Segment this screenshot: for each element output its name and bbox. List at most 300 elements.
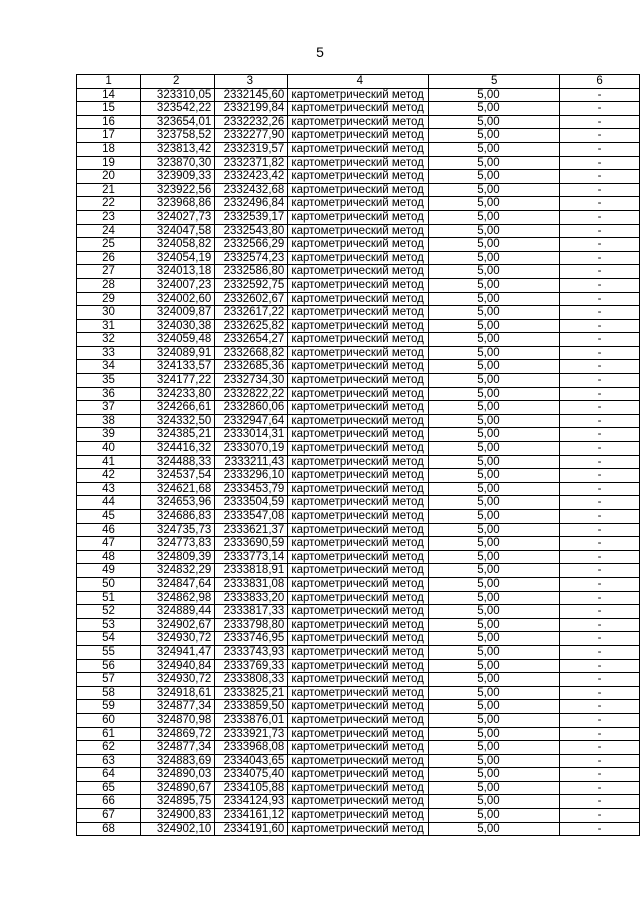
point-number-cell: 38 xyxy=(77,414,141,428)
y-coordinate-cell: 2332617,22 xyxy=(215,306,288,320)
method-cell: картометрический метод xyxy=(288,306,429,320)
note-cell: - xyxy=(560,605,640,619)
y-coordinate-cell: 2332586,80 xyxy=(215,265,288,279)
table-row xyxy=(77,632,640,646)
y-coordinate-cell: 2333746,95 xyxy=(215,632,288,646)
note-cell: - xyxy=(560,170,640,184)
table-row xyxy=(77,605,640,619)
note-cell: - xyxy=(560,251,640,265)
x-coordinate-cell: 324900,83 xyxy=(141,809,215,823)
y-coordinate-cell: 2332539,17 xyxy=(215,210,288,224)
table-row xyxy=(77,333,640,347)
method-cell: картометрический метод xyxy=(288,754,429,768)
method-cell: картометрический метод xyxy=(288,781,429,795)
accuracy-cell: 5,00 xyxy=(429,564,560,578)
method-cell: картометрический метод xyxy=(288,482,429,496)
table-row xyxy=(77,88,640,102)
note-cell: - xyxy=(560,238,640,252)
table-row xyxy=(77,360,640,374)
method-cell: картометрический метод xyxy=(288,618,429,632)
table-row xyxy=(77,591,640,605)
y-coordinate-cell: 2332145,60 xyxy=(215,88,288,102)
method-cell: картометрический метод xyxy=(288,115,429,129)
accuracy-cell: 5,00 xyxy=(429,238,560,252)
x-coordinate-cell: 324416,32 xyxy=(141,442,215,456)
coordinates-table xyxy=(76,74,640,836)
x-coordinate-cell: 324653,96 xyxy=(141,496,215,510)
x-coordinate-cell: 324890,03 xyxy=(141,768,215,782)
method-cell: картометрический метод xyxy=(288,577,429,591)
table-row xyxy=(77,482,640,496)
y-coordinate-cell: 2333690,59 xyxy=(215,537,288,551)
y-coordinate-cell: 2334075,40 xyxy=(215,768,288,782)
table-row xyxy=(77,197,640,211)
y-coordinate-cell: 2333808,33 xyxy=(215,673,288,687)
point-number-cell: 21 xyxy=(77,183,141,197)
point-number-cell: 53 xyxy=(77,618,141,632)
y-coordinate-cell: 2332543,80 xyxy=(215,224,288,238)
note-cell: - xyxy=(560,142,640,156)
accuracy-cell: 5,00 xyxy=(429,319,560,333)
table-row xyxy=(77,822,640,836)
accuracy-cell: 5,00 xyxy=(429,645,560,659)
point-number-cell: 33 xyxy=(77,346,141,360)
y-coordinate-cell: 2333818,91 xyxy=(215,564,288,578)
y-coordinate-cell: 2332860,06 xyxy=(215,401,288,415)
accuracy-cell: 5,00 xyxy=(429,360,560,374)
note-cell: - xyxy=(560,88,640,102)
accuracy-cell: 5,00 xyxy=(429,428,560,442)
point-number-cell: 61 xyxy=(77,727,141,741)
method-cell: картометрический метод xyxy=(288,360,429,374)
note-cell: - xyxy=(560,401,640,415)
note-cell: - xyxy=(560,210,640,224)
note-cell: - xyxy=(560,781,640,795)
point-number-cell: 14 xyxy=(77,88,141,102)
point-number-cell: 19 xyxy=(77,156,141,170)
point-number-cell: 18 xyxy=(77,142,141,156)
table-body xyxy=(77,88,640,836)
x-coordinate-cell: 324007,23 xyxy=(141,278,215,292)
x-coordinate-cell: 324332,50 xyxy=(141,414,215,428)
note-cell: - xyxy=(560,550,640,564)
method-cell: картометрический метод xyxy=(288,414,429,428)
y-coordinate-cell: 2332371,82 xyxy=(215,156,288,170)
y-coordinate-cell: 2332319,57 xyxy=(215,142,288,156)
method-cell: картометрический метод xyxy=(288,768,429,782)
accuracy-cell: 5,00 xyxy=(429,754,560,768)
point-number-cell: 59 xyxy=(77,700,141,714)
accuracy-cell: 5,00 xyxy=(429,346,560,360)
accuracy-cell: 5,00 xyxy=(429,727,560,741)
method-cell: картометрический метод xyxy=(288,156,429,170)
x-coordinate-cell: 324027,73 xyxy=(141,210,215,224)
method-cell: картометрический метод xyxy=(288,496,429,510)
table-row xyxy=(77,496,640,510)
point-number-cell: 58 xyxy=(77,686,141,700)
table-row xyxy=(77,224,640,238)
x-coordinate-cell: 324883,69 xyxy=(141,754,215,768)
method-cell: картометрический метод xyxy=(288,727,429,741)
note-cell: - xyxy=(560,183,640,197)
point-number-cell: 34 xyxy=(77,360,141,374)
x-coordinate-cell: 324877,34 xyxy=(141,700,215,714)
y-coordinate-cell: 2332685,36 xyxy=(215,360,288,374)
accuracy-cell: 5,00 xyxy=(429,550,560,564)
note-cell: - xyxy=(560,632,640,646)
table-row xyxy=(77,523,640,537)
point-number-cell: 16 xyxy=(77,115,141,129)
accuracy-cell: 5,00 xyxy=(429,414,560,428)
accuracy-cell: 5,00 xyxy=(429,129,560,143)
method-cell: картометрический метод xyxy=(288,564,429,578)
accuracy-cell: 5,00 xyxy=(429,496,560,510)
table-row xyxy=(77,442,640,456)
x-coordinate-cell: 324870,98 xyxy=(141,713,215,727)
x-coordinate-cell: 323909,33 xyxy=(141,170,215,184)
method-cell: картометрический метод xyxy=(288,210,429,224)
accuracy-cell: 5,00 xyxy=(429,455,560,469)
x-coordinate-cell: 324059,48 xyxy=(141,333,215,347)
note-cell: - xyxy=(560,673,640,687)
table-row xyxy=(77,278,640,292)
header-col-3: 3 xyxy=(215,75,288,89)
method-cell: картометрический метод xyxy=(288,224,429,238)
method-cell: картометрический метод xyxy=(288,428,429,442)
method-cell: картометрический метод xyxy=(288,591,429,605)
x-coordinate-cell: 324013,18 xyxy=(141,265,215,279)
note-cell: - xyxy=(560,754,640,768)
y-coordinate-cell: 2333296,10 xyxy=(215,469,288,483)
table-row xyxy=(77,537,640,551)
y-coordinate-cell: 2332668,82 xyxy=(215,346,288,360)
method-cell: картометрический метод xyxy=(288,183,429,197)
x-coordinate-cell: 324735,73 xyxy=(141,523,215,537)
point-number-cell: 26 xyxy=(77,251,141,265)
accuracy-cell: 5,00 xyxy=(429,510,560,524)
table-row xyxy=(77,129,640,143)
x-coordinate-cell: 324537,54 xyxy=(141,469,215,483)
note-cell: - xyxy=(560,428,640,442)
point-number-cell: 46 xyxy=(77,523,141,537)
point-number-cell: 51 xyxy=(77,591,141,605)
note-cell: - xyxy=(560,510,640,524)
note-cell: - xyxy=(560,700,640,714)
point-number-cell: 52 xyxy=(77,605,141,619)
note-cell: - xyxy=(560,224,640,238)
accuracy-cell: 5,00 xyxy=(429,115,560,129)
table-row xyxy=(77,645,640,659)
accuracy-cell: 5,00 xyxy=(429,673,560,687)
method-cell: картометрический метод xyxy=(288,673,429,687)
accuracy-cell: 5,00 xyxy=(429,292,560,306)
note-cell: - xyxy=(560,129,640,143)
accuracy-cell: 5,00 xyxy=(429,781,560,795)
x-coordinate-cell: 324233,80 xyxy=(141,387,215,401)
x-coordinate-cell: 323968,86 xyxy=(141,197,215,211)
method-cell: картометрический метод xyxy=(288,659,429,673)
table-row xyxy=(77,809,640,823)
x-coordinate-cell: 324058,82 xyxy=(141,238,215,252)
x-coordinate-cell: 324902,67 xyxy=(141,618,215,632)
point-number-cell: 39 xyxy=(77,428,141,442)
method-cell: картометрический метод xyxy=(288,197,429,211)
note-cell: - xyxy=(560,374,640,388)
table-row xyxy=(77,401,640,415)
y-coordinate-cell: 2333825,21 xyxy=(215,686,288,700)
accuracy-cell: 5,00 xyxy=(429,156,560,170)
x-coordinate-cell: 324030,38 xyxy=(141,319,215,333)
accuracy-cell: 5,00 xyxy=(429,333,560,347)
note-cell: - xyxy=(560,523,640,537)
accuracy-cell: 5,00 xyxy=(429,469,560,483)
accuracy-cell: 5,00 xyxy=(429,306,560,320)
x-coordinate-cell: 323542,22 xyxy=(141,102,215,116)
y-coordinate-cell: 2333831,08 xyxy=(215,577,288,591)
method-cell: картометрический метод xyxy=(288,387,429,401)
note-cell: - xyxy=(560,659,640,673)
accuracy-cell: 5,00 xyxy=(429,442,560,456)
x-coordinate-cell: 324930,72 xyxy=(141,632,215,646)
method-cell: картометрический метод xyxy=(288,795,429,809)
x-coordinate-cell: 324266,61 xyxy=(141,401,215,415)
y-coordinate-cell: 2332734,30 xyxy=(215,374,288,388)
point-number-cell: 29 xyxy=(77,292,141,306)
x-coordinate-cell: 324940,84 xyxy=(141,659,215,673)
y-coordinate-cell: 2332625,82 xyxy=(215,319,288,333)
header-col-1: 1 xyxy=(77,75,141,89)
method-cell: картометрический метод xyxy=(288,686,429,700)
accuracy-cell: 5,00 xyxy=(429,822,560,836)
point-number-cell: 68 xyxy=(77,822,141,836)
accuracy-cell: 5,00 xyxy=(429,102,560,116)
method-cell: картометрический метод xyxy=(288,88,429,102)
method-cell: картометрический метод xyxy=(288,333,429,347)
method-cell: картометрический метод xyxy=(288,319,429,333)
table-row xyxy=(77,170,640,184)
y-coordinate-cell: 2333817,33 xyxy=(215,605,288,619)
note-cell: - xyxy=(560,564,640,578)
table-row xyxy=(77,387,640,401)
table-row xyxy=(77,319,640,333)
y-coordinate-cell: 2332496,84 xyxy=(215,197,288,211)
accuracy-cell: 5,00 xyxy=(429,809,560,823)
table-row xyxy=(77,577,640,591)
table-row xyxy=(77,306,640,320)
x-coordinate-cell: 324930,72 xyxy=(141,673,215,687)
note-cell: - xyxy=(560,645,640,659)
table-row xyxy=(77,265,640,279)
y-coordinate-cell: 2333876,01 xyxy=(215,713,288,727)
point-number-cell: 32 xyxy=(77,333,141,347)
x-coordinate-cell: 324847,64 xyxy=(141,577,215,591)
note-cell: - xyxy=(560,496,640,510)
y-coordinate-cell: 2332574,23 xyxy=(215,251,288,265)
method-cell: картометрический метод xyxy=(288,102,429,116)
point-number-cell: 63 xyxy=(77,754,141,768)
point-number-cell: 54 xyxy=(77,632,141,646)
y-coordinate-cell: 2332277,90 xyxy=(215,129,288,143)
x-coordinate-cell: 324054,19 xyxy=(141,251,215,265)
table-row xyxy=(77,469,640,483)
method-cell: картометрический метод xyxy=(288,510,429,524)
note-cell: - xyxy=(560,306,640,320)
y-coordinate-cell: 2333833,20 xyxy=(215,591,288,605)
y-coordinate-cell: 2333547,08 xyxy=(215,510,288,524)
x-coordinate-cell: 324941,47 xyxy=(141,645,215,659)
note-cell: - xyxy=(560,197,640,211)
method-cell: картометрический метод xyxy=(288,822,429,836)
method-cell: картометрический метод xyxy=(288,645,429,659)
table-row xyxy=(77,550,640,564)
accuracy-cell: 5,00 xyxy=(429,700,560,714)
table-row xyxy=(77,768,640,782)
point-number-cell: 67 xyxy=(77,809,141,823)
method-cell: картометрический метод xyxy=(288,292,429,306)
point-number-cell: 64 xyxy=(77,768,141,782)
y-coordinate-cell: 2332947,64 xyxy=(215,414,288,428)
accuracy-cell: 5,00 xyxy=(429,224,560,238)
accuracy-cell: 5,00 xyxy=(429,618,560,632)
method-cell: картометрический метод xyxy=(288,129,429,143)
point-number-cell: 65 xyxy=(77,781,141,795)
header-col-4: 4 xyxy=(288,75,429,89)
accuracy-cell: 5,00 xyxy=(429,659,560,673)
accuracy-cell: 5,00 xyxy=(429,523,560,537)
note-cell: - xyxy=(560,156,640,170)
note-cell: - xyxy=(560,591,640,605)
accuracy-cell: 5,00 xyxy=(429,88,560,102)
y-coordinate-cell: 2332423,42 xyxy=(215,170,288,184)
y-coordinate-cell: 2333773,14 xyxy=(215,550,288,564)
point-number-cell: 30 xyxy=(77,306,141,320)
table-header-row xyxy=(77,75,640,89)
point-number-cell: 47 xyxy=(77,537,141,551)
method-cell: картометрический метод xyxy=(288,346,429,360)
x-coordinate-cell: 324002,60 xyxy=(141,292,215,306)
point-number-cell: 40 xyxy=(77,442,141,456)
x-coordinate-cell: 324902,10 xyxy=(141,822,215,836)
page-number: 5 xyxy=(316,44,324,60)
x-coordinate-cell: 324889,44 xyxy=(141,605,215,619)
table-row xyxy=(77,795,640,809)
point-number-cell: 44 xyxy=(77,496,141,510)
point-number-cell: 23 xyxy=(77,210,141,224)
table-row xyxy=(77,414,640,428)
accuracy-cell: 5,00 xyxy=(429,741,560,755)
table-row xyxy=(77,564,640,578)
note-cell: - xyxy=(560,713,640,727)
y-coordinate-cell: 2334161,12 xyxy=(215,809,288,823)
table-row xyxy=(77,183,640,197)
x-coordinate-cell: 324385,21 xyxy=(141,428,215,442)
x-coordinate-cell: 324621,68 xyxy=(141,482,215,496)
accuracy-cell: 5,00 xyxy=(429,374,560,388)
point-number-cell: 50 xyxy=(77,577,141,591)
point-number-cell: 17 xyxy=(77,129,141,143)
method-cell: картометрический метод xyxy=(288,700,429,714)
point-number-cell: 35 xyxy=(77,374,141,388)
point-number-cell: 36 xyxy=(77,387,141,401)
table-row xyxy=(77,156,640,170)
note-cell: - xyxy=(560,822,640,836)
x-coordinate-cell: 324890,67 xyxy=(141,781,215,795)
note-cell: - xyxy=(560,292,640,306)
table-row xyxy=(77,346,640,360)
method-cell: картометрический метод xyxy=(288,741,429,755)
y-coordinate-cell: 2332654,27 xyxy=(215,333,288,347)
x-coordinate-cell: 324133,57 xyxy=(141,360,215,374)
x-coordinate-cell: 324832,29 xyxy=(141,564,215,578)
accuracy-cell: 5,00 xyxy=(429,197,560,211)
note-cell: - xyxy=(560,414,640,428)
x-coordinate-cell: 324862,98 xyxy=(141,591,215,605)
table-row xyxy=(77,686,640,700)
note-cell: - xyxy=(560,442,640,456)
method-cell: картометрический метод xyxy=(288,550,429,564)
point-number-cell: 41 xyxy=(77,455,141,469)
accuracy-cell: 5,00 xyxy=(429,591,560,605)
table-row xyxy=(77,700,640,714)
table-row xyxy=(77,374,640,388)
note-cell: - xyxy=(560,686,640,700)
note-cell: - xyxy=(560,102,640,116)
note-cell: - xyxy=(560,115,640,129)
x-coordinate-cell: 324177,22 xyxy=(141,374,215,388)
point-number-cell: 66 xyxy=(77,795,141,809)
accuracy-cell: 5,00 xyxy=(429,632,560,646)
x-coordinate-cell: 324089,91 xyxy=(141,346,215,360)
y-coordinate-cell: 2332822,22 xyxy=(215,387,288,401)
x-coordinate-cell: 324877,34 xyxy=(141,741,215,755)
table-row xyxy=(77,115,640,129)
y-coordinate-cell: 2332566,29 xyxy=(215,238,288,252)
x-coordinate-cell: 323813,42 xyxy=(141,142,215,156)
y-coordinate-cell: 2332199,84 xyxy=(215,102,288,116)
y-coordinate-cell: 2334191,60 xyxy=(215,822,288,836)
y-coordinate-cell: 2334043,65 xyxy=(215,754,288,768)
point-number-cell: 42 xyxy=(77,469,141,483)
method-cell: картометрический метод xyxy=(288,537,429,551)
method-cell: картометрический метод xyxy=(288,455,429,469)
accuracy-cell: 5,00 xyxy=(429,577,560,591)
table-row xyxy=(77,238,640,252)
table-row xyxy=(77,142,640,156)
x-coordinate-cell: 323922,56 xyxy=(141,183,215,197)
x-coordinate-cell: 323654,01 xyxy=(141,115,215,129)
table-row xyxy=(77,210,640,224)
table-row xyxy=(77,618,640,632)
method-cell: картометрический метод xyxy=(288,170,429,184)
point-number-cell: 31 xyxy=(77,319,141,333)
header-col-2: 2 xyxy=(141,75,215,89)
method-cell: картометрический метод xyxy=(288,605,429,619)
y-coordinate-cell: 2332592,75 xyxy=(215,278,288,292)
x-coordinate-cell: 324047,58 xyxy=(141,224,215,238)
point-number-cell: 27 xyxy=(77,265,141,279)
method-cell: картометрический метод xyxy=(288,401,429,415)
point-number-cell: 62 xyxy=(77,741,141,755)
x-coordinate-cell: 324686,83 xyxy=(141,510,215,524)
accuracy-cell: 5,00 xyxy=(429,210,560,224)
point-number-cell: 55 xyxy=(77,645,141,659)
note-cell: - xyxy=(560,278,640,292)
x-coordinate-cell: 324809,39 xyxy=(141,550,215,564)
method-cell: картометрический метод xyxy=(288,265,429,279)
x-coordinate-cell: 324895,75 xyxy=(141,795,215,809)
y-coordinate-cell: 2334124,93 xyxy=(215,795,288,809)
y-coordinate-cell: 2333968,08 xyxy=(215,741,288,755)
